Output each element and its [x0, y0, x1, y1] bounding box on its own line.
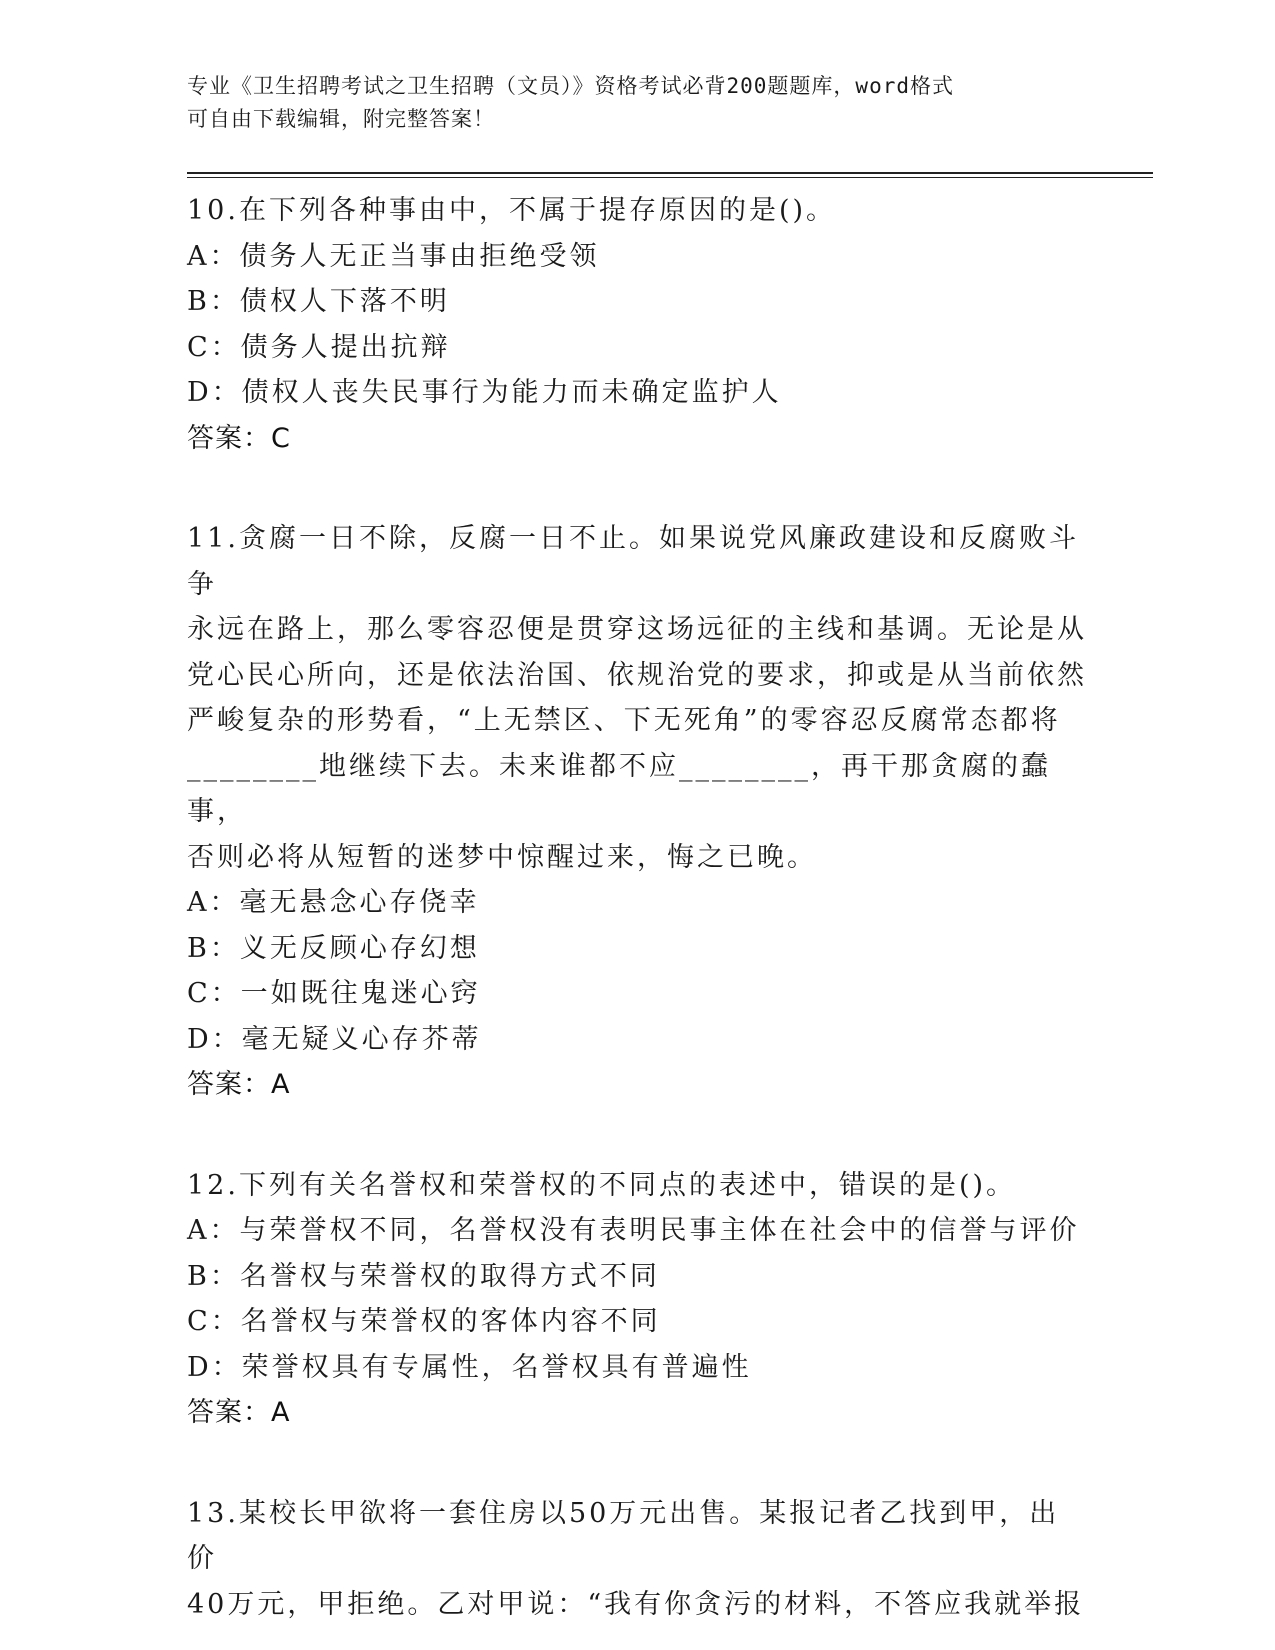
option-b: B：债权人下落不明 [187, 286, 450, 317]
option-d: D：债权人丧失民事行为能力而未确定监护人 [187, 377, 782, 408]
option-a: A：债务人无正当事由拒绝受领 [187, 240, 600, 272]
document-page [187, 70, 1087, 1627]
question-text-line: 永远在路上，那么零容忍便是贯穿这场远征的主线和基调。无论是从 [187, 614, 1087, 645]
answer: 答案：A [187, 1069, 291, 1100]
option-c: C：一如既往鬼迷心窍 [187, 978, 481, 1009]
option-c: C：名誉权与荣誉权的客体内容不同 [187, 1306, 661, 1337]
question-text-line: 否则必将从短暂的迷梦中惊醒过来，悔之已晚。 [187, 841, 817, 873]
answer: 答案：A [187, 1397, 291, 1428]
question-text-line: 40万元，甲拒绝。乙对甲说：“我有你贪污的材料，不答应我就举报 [187, 1588, 1085, 1620]
question-text-line: 13.某校长甲欲将一套住房以50万元出售。某报记者乙找到甲，出价 [187, 1497, 1060, 1574]
option-a: A：与荣誉权不同，名誉权没有表明民事主体在社会中的信誉与评价 [187, 1215, 1080, 1246]
option-b: B：义无反顾心存幻想 [187, 932, 480, 964]
question-text: 12.下列有关名誉权和荣誉权的不同点的表述中，错误的是()。 [187, 1169, 1017, 1201]
question-text-line: 严峻复杂的形势看，“上无禁区、下无死角”的零容忍反腐常态都将 [187, 705, 1061, 736]
question-text-line: 党心民心所向，还是依法治国、依规治党的要求，抑或是从当前依然 [187, 659, 1087, 691]
document-header-line-1: 专业《卫生招聘考试之卫生招聘（文员）》资格考试必背200题题库，word格式 [187, 74, 954, 98]
question-text-line: ________地继续下去。未来谁都不应________，再干那贪腐的蠢事， [187, 750, 1051, 827]
question-12 [187, 1163, 1087, 1436]
option-d: D：荣誉权具有专属性，名誉权具有普遍性 [187, 1351, 752, 1383]
question-13 [187, 1491, 1087, 1628]
option-c: C：债务人提出抗辩 [187, 331, 451, 363]
header-divider [187, 172, 1153, 178]
question-text: 10.在下列各种事由中，不属于提存原因的是()。 [187, 195, 837, 226]
option-d: D：毫无疑义心存芥蒂 [187, 1023, 482, 1055]
option-a: A：毫无悬念心存侥幸 [187, 887, 480, 918]
question-10 [187, 188, 1087, 461]
answer: 答案：C [187, 422, 291, 454]
document-header-line-2: 可自由下载编辑，附完整答案！ [187, 107, 495, 131]
option-b: B：名誉权与荣誉权的取得方式不同 [187, 1260, 660, 1292]
question-11 [187, 516, 1087, 1108]
question-text-line: 11.贪腐一日不除，反腐一日不止。如果说党风廉政建设和反腐败斗争 [187, 523, 1079, 600]
